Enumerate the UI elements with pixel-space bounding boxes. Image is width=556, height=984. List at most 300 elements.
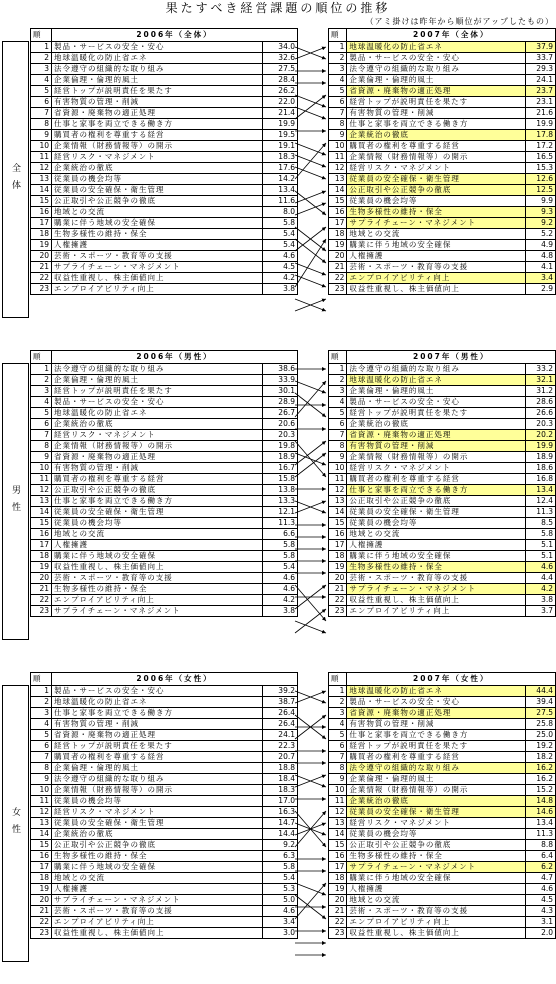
rank-number: 20	[329, 573, 347, 584]
issue-label: 従業員の機会均等	[52, 796, 263, 807]
rank-number: 5	[329, 86, 347, 97]
issue-label: 地域との交流	[52, 529, 263, 540]
table-row	[31, 741, 298, 752]
issue-percentage: 19.8	[263, 441, 298, 452]
issue-label: エンプロイアビリティ向上	[347, 273, 525, 284]
rank-number: 22	[329, 917, 347, 928]
issue-percentage: 13.3	[263, 496, 298, 507]
issue-percentage: 11.3	[525, 829, 555, 840]
issue-label: 地球温暖化の防止省エネ	[347, 375, 525, 386]
rank-number: 8	[31, 763, 52, 774]
issue-label: 公正取引や公正競争の徹底	[52, 840, 263, 851]
issue-label: 製品・サービスの安全・安心	[347, 53, 525, 64]
table-row	[31, 75, 298, 86]
table-row	[329, 97, 556, 108]
rank-number: 12	[329, 807, 347, 818]
issue-label: 購業に伴う地域の安全確保	[347, 551, 525, 562]
rank-number: 10	[31, 463, 52, 474]
table-row	[31, 196, 298, 207]
issue-label: 製品・サービスの安全・安心	[347, 397, 525, 408]
rank-column-header: 順	[31, 351, 52, 364]
rank-number: 1	[31, 686, 52, 697]
rank-change-arrow	[295, 239, 326, 263]
issue-percentage: 8.0	[263, 207, 298, 218]
issue-label: 生物多様性の維持・保全	[52, 851, 263, 862]
issue-percentage: 13.4	[525, 818, 555, 829]
issue-label: 購買者の権利を尊重する経営	[52, 130, 263, 141]
issue-percentage: 5.8	[263, 218, 298, 229]
issue-label: 仕事と家事を両立できる働き方	[52, 496, 263, 507]
issue-percentage: 11.3	[263, 518, 298, 529]
issue-percentage: 14.8	[525, 796, 555, 807]
table-row	[31, 163, 298, 174]
issue-percentage: 6.2	[525, 862, 555, 873]
table-row	[31, 474, 298, 485]
issue-label: 購業に伴う地域の安全確保	[52, 551, 263, 562]
issue-percentage: 13.4	[263, 185, 298, 196]
issue-label: エンプロイアビリティ向上	[52, 284, 263, 295]
table-row	[31, 686, 298, 697]
issue-label: 従業員の機会均等	[52, 174, 263, 185]
issue-percentage: 6.3	[263, 851, 298, 862]
table-row	[329, 86, 556, 97]
table-row	[31, 53, 298, 64]
ranking-table-left-0	[30, 28, 298, 295]
table-row	[31, 207, 298, 218]
table-row	[31, 730, 298, 741]
issue-label: 企業情報（財務情報等）の開示	[52, 141, 263, 152]
rank-number: 17	[329, 218, 347, 229]
rank-number: 7	[329, 430, 347, 441]
issue-label: 企業情報（財務情報等）の開示	[52, 441, 263, 452]
table-row	[329, 551, 556, 562]
ranking-section	[0, 350, 556, 641]
table-row	[31, 262, 298, 273]
issue-label: 従業員の安全確保・衛生管理	[347, 174, 525, 185]
rank-number: 6	[329, 97, 347, 108]
issue-label: 企業情報（財務情報等）の開示	[347, 152, 525, 163]
issue-label: 法令遵守の組織的な取り組み	[52, 364, 263, 375]
issue-percentage: 9.2	[525, 218, 555, 229]
rank-number: 20	[31, 573, 52, 584]
year-column-header: 2007年（男性）	[347, 351, 556, 364]
table-row	[31, 895, 298, 906]
issue-label: 企業統治の徹底	[347, 796, 525, 807]
table-row	[31, 218, 298, 229]
issue-label: 仕事と家事を両立できる働き方	[347, 485, 525, 496]
issue-label: 生物多様性の維持・保全	[52, 584, 263, 595]
issue-percentage: 4.2	[525, 584, 555, 595]
issue-percentage: 16.3	[263, 807, 298, 818]
issue-percentage: 17.6	[263, 163, 298, 174]
issue-label: エンプロイアビリティ向上	[52, 595, 263, 606]
table-row	[329, 463, 556, 474]
table-row	[31, 785, 298, 796]
issue-percentage: 24.1	[525, 75, 555, 86]
issue-label: 地球温暖化の防止省エネ	[52, 408, 263, 419]
rank-number: 23	[329, 928, 347, 939]
issue-percentage: 3.4	[525, 273, 555, 284]
table-row	[31, 97, 298, 108]
issue-percentage: 31.2	[525, 386, 555, 397]
table-row	[31, 108, 298, 119]
issue-label: 経営リスク・マネジメント	[347, 818, 525, 829]
rank-number: 4	[329, 719, 347, 730]
rank-change-arrow	[295, 609, 326, 633]
issue-percentage: 22.0	[263, 97, 298, 108]
issue-percentage: 26.4	[263, 719, 298, 730]
table-row	[31, 884, 298, 895]
table-row	[329, 441, 556, 452]
rank-number: 19	[329, 884, 347, 895]
rank-number: 7	[329, 752, 347, 763]
issue-label: 企業倫理・倫理的風土	[52, 75, 263, 86]
page-title: 果たすべき経営課題の順位の推移	[165, 1, 391, 15]
table-row	[329, 218, 556, 229]
issue-percentage: 9.9	[525, 196, 555, 207]
issue-label: 企業情報（財務情報等）の開示	[347, 452, 525, 463]
issue-percentage: 15.2	[525, 785, 555, 796]
issue-percentage: 14.2	[263, 174, 298, 185]
issue-percentage: 15.3	[525, 163, 555, 174]
rank-number: 8	[329, 763, 347, 774]
issue-percentage: 16.5	[525, 152, 555, 163]
ranking-table-left-1	[30, 350, 298, 617]
group-label: 女性	[10, 806, 20, 841]
table-row	[329, 829, 556, 840]
rank-change-arrow	[295, 381, 326, 417]
rank-number: 7	[31, 430, 52, 441]
ranking-section	[0, 672, 556, 963]
rank-number: 4	[329, 397, 347, 408]
table-row	[31, 174, 298, 185]
rank-number: 16	[329, 529, 347, 540]
issue-percentage: 14.7	[263, 818, 298, 829]
issue-label: エンプロイアビリティ向上	[347, 606, 525, 617]
issue-label: 芸術・スポーツ・教育等の支援	[347, 906, 525, 917]
rank-number: 18	[329, 229, 347, 240]
rank-number: 13	[329, 174, 347, 185]
table-row	[329, 452, 556, 463]
issue-percentage: 19.5	[263, 130, 298, 141]
issue-percentage: 33.7	[525, 53, 555, 64]
issue-percentage: 16.2	[525, 763, 555, 774]
issue-percentage: 6.4	[525, 851, 555, 862]
rank-number: 16	[329, 207, 347, 218]
issue-percentage: 17.8	[525, 130, 555, 141]
issue-percentage: 21.6	[525, 108, 555, 119]
rank-number: 19	[31, 884, 52, 895]
issue-percentage: 5.1	[525, 540, 555, 551]
issue-label: エンプロイアビリティ向上	[347, 917, 525, 928]
issue-label: 購買者の権利を尊重する経営	[52, 474, 263, 485]
rank-change-arrows	[293, 350, 328, 641]
table-row	[329, 75, 556, 86]
issue-label: 法令遵守の組織的な取り組み	[347, 763, 525, 774]
ranking-table-right-1	[328, 350, 556, 617]
issue-label: 購買者の権利を尊重する経営	[347, 474, 525, 485]
rank-number: 9	[329, 774, 347, 785]
table-row	[329, 375, 556, 386]
issue-label: 芸術・スポーツ・教育等の支援	[52, 906, 263, 917]
table-row	[31, 386, 298, 397]
issue-percentage: 3.1	[525, 917, 555, 928]
rank-number: 23	[31, 284, 52, 295]
table-row	[329, 262, 556, 273]
issue-label: 地球温暖化の防止省エネ	[52, 53, 263, 64]
rank-number: 6	[31, 741, 52, 752]
issue-percentage: 22.3	[263, 741, 298, 752]
table-row	[329, 895, 556, 906]
issue-percentage: 26.7	[263, 408, 298, 419]
issue-percentage: 17.0	[263, 796, 298, 807]
rank-number: 3	[31, 708, 52, 719]
rank-number: 22	[31, 273, 52, 284]
issue-percentage: 27.5	[525, 708, 555, 719]
issue-label: サプライチェーン・マネジメント	[347, 862, 525, 873]
rank-number: 3	[329, 64, 347, 75]
ranking-table-left-2	[30, 672, 298, 939]
table-row	[329, 730, 556, 741]
issue-percentage: 4.5	[525, 895, 555, 906]
issue-percentage: 4.5	[263, 262, 298, 273]
table-row	[31, 64, 298, 75]
rank-number: 9	[31, 774, 52, 785]
issue-percentage: 5.4	[263, 240, 298, 251]
rank-change-arrow	[295, 883, 326, 919]
rank-number: 11	[31, 474, 52, 485]
issue-percentage: 20.2	[525, 430, 555, 441]
rank-number: 17	[329, 540, 347, 551]
rank-number: 4	[329, 75, 347, 86]
issue-label: 収益性重視し、株主価値向上	[347, 595, 525, 606]
table-row	[329, 763, 556, 774]
rank-number: 18	[31, 551, 52, 562]
rank-number: 20	[329, 895, 347, 906]
issue-percentage: 33.2	[525, 364, 555, 375]
rank-number: 21	[329, 262, 347, 273]
rank-number: 10	[329, 463, 347, 474]
table-row	[31, 595, 298, 606]
issue-percentage: 20.3	[263, 430, 298, 441]
issue-percentage: 26.6	[525, 408, 555, 419]
issue-percentage: 20.3	[525, 419, 555, 430]
group-label: 全体	[10, 162, 20, 197]
table-row	[329, 185, 556, 196]
issue-percentage: 3.7	[525, 606, 555, 617]
issue-percentage: 26.4	[263, 708, 298, 719]
issue-label: 省資源・廃棄物の適正処理	[52, 730, 263, 741]
table-row	[31, 796, 298, 807]
rank-number: 15	[329, 840, 347, 851]
table-row	[31, 518, 298, 529]
issue-label: 経営トップが説明責任を果たす	[347, 408, 525, 419]
issue-label: 経営トップが説明責任を果たす	[347, 97, 525, 108]
issue-label: 仕事と家事を両立できる働き方	[52, 119, 263, 130]
issue-percentage: 13.8	[263, 485, 298, 496]
table-row	[31, 441, 298, 452]
ranking-section	[0, 28, 556, 319]
issue-label: 有害物質の管理・削減	[52, 463, 263, 474]
rank-number: 3	[329, 708, 347, 719]
rank-number: 14	[31, 507, 52, 518]
rank-number: 15	[329, 518, 347, 529]
table-row	[329, 64, 556, 75]
issue-percentage: 19.2	[525, 741, 555, 752]
issue-percentage: 32.6	[263, 53, 298, 64]
table-row	[31, 485, 298, 496]
rank-number: 5	[31, 408, 52, 419]
issue-label: 購買者の権利を尊重する経営	[347, 752, 525, 763]
issue-label: サプライチェーン・マネジメント	[52, 895, 263, 906]
rank-change-arrow	[295, 203, 326, 215]
rank-number: 10	[329, 785, 347, 796]
rank-number: 9	[31, 130, 52, 141]
table-row	[31, 873, 298, 884]
rank-number: 9	[329, 130, 347, 141]
table-row	[31, 851, 298, 862]
issue-percentage: 5.1	[525, 551, 555, 562]
table-row	[31, 774, 298, 785]
issue-label: 従業員の安全確保・衛生管理	[52, 818, 263, 829]
rank-change-arrow	[295, 191, 326, 203]
issue-percentage: 4.6	[263, 251, 298, 262]
issue-percentage: 19.9	[525, 119, 555, 130]
issue-label: 芸術・スポーツ・教育等の支援	[52, 251, 263, 262]
table-row	[31, 240, 298, 251]
table-row	[329, 507, 556, 518]
issue-percentage: 38.6	[263, 364, 298, 375]
table-row	[329, 562, 556, 573]
issue-percentage: 26.2	[263, 86, 298, 97]
issue-label: 仕事と家事を両立できる働き方	[347, 730, 525, 741]
issue-label: 収益性重視し、株主価値向上	[347, 928, 525, 939]
issue-label: 省資源・廃棄物の適正処理	[347, 708, 525, 719]
issue-percentage: 44.4	[525, 686, 555, 697]
rank-number: 1	[329, 686, 347, 697]
rank-number: 9	[31, 452, 52, 463]
rank-number: 14	[329, 185, 347, 196]
rank-number: 19	[329, 562, 347, 573]
issue-label: 購業に伴う地域の安全確保	[347, 240, 525, 251]
issue-label: サプライチェーン・マネジメント	[347, 218, 525, 229]
rank-number: 23	[329, 284, 347, 295]
issue-label: 企業倫理・倫理的風土	[52, 763, 263, 774]
issue-label: 企業統治の徹底	[347, 130, 525, 141]
table-row	[329, 862, 556, 873]
rank-column-header: 順	[31, 29, 52, 42]
rank-number: 3	[329, 386, 347, 397]
issue-label: 収益性重視し、株主価値向上	[347, 284, 525, 295]
issue-label: 経営トップが説明責任を果たす	[52, 86, 263, 97]
table-row	[329, 141, 556, 152]
issue-label: 経営リスク・マネジメント	[52, 152, 263, 163]
year-column-header: 2007年（全体）	[347, 29, 556, 42]
issue-percentage: 18.6	[525, 463, 555, 474]
rank-number: 8	[31, 119, 52, 130]
table-row	[31, 840, 298, 851]
table-row	[329, 430, 556, 441]
rank-change-arrows	[293, 28, 328, 319]
rank-number: 10	[329, 141, 347, 152]
issue-percentage: 2.9	[525, 284, 555, 295]
issue-label: 人権擁護	[52, 540, 263, 551]
table-row	[31, 229, 298, 240]
issue-label: 企業倫理・倫理的風土	[347, 75, 525, 86]
table-row	[329, 53, 556, 64]
rank-change-arrow	[295, 239, 326, 287]
rank-change-arrow	[295, 263, 326, 275]
table-row	[329, 364, 556, 375]
table-row	[329, 884, 556, 895]
issue-label: 地域との交流	[52, 873, 263, 884]
rank-number: 4	[31, 397, 52, 408]
table-row	[329, 752, 556, 763]
rank-number: 14	[31, 829, 52, 840]
rank-number: 4	[31, 719, 52, 730]
issue-percentage: 4.6	[263, 573, 298, 584]
rank-number: 5	[329, 408, 347, 419]
year-column-header: 2006年（女性）	[52, 673, 298, 686]
issue-percentage: 17.2	[525, 141, 555, 152]
rank-number: 13	[329, 496, 347, 507]
table-row	[329, 818, 556, 829]
issue-label: 地域との交流	[347, 895, 525, 906]
issue-percentage: 39.2	[263, 686, 298, 697]
rank-number: 14	[31, 185, 52, 196]
rank-number: 14	[329, 829, 347, 840]
issue-percentage: 8.8	[525, 840, 555, 851]
issue-label: 経営リスク・マネジメント	[52, 430, 263, 441]
rank-number: 10	[31, 785, 52, 796]
table-row	[31, 719, 298, 730]
issue-percentage: 12.5	[525, 185, 555, 196]
table-row	[329, 785, 556, 796]
issue-percentage: 21.4	[263, 108, 298, 119]
table-row	[31, 606, 298, 617]
issue-percentage: 28.9	[263, 397, 298, 408]
issue-percentage: 27.5	[263, 64, 298, 75]
issue-percentage: 4.3	[525, 906, 555, 917]
rank-change-arrow	[295, 453, 326, 477]
issue-label: 生物多様性の維持・保全	[347, 207, 525, 218]
rank-number: 1	[31, 42, 52, 53]
issue-percentage: 3.0	[263, 928, 298, 939]
issue-percentage: 25.0	[525, 730, 555, 741]
rank-number: 2	[31, 697, 52, 708]
issue-label: 製品・サービスの安全・安心	[347, 697, 525, 708]
table-row	[31, 807, 298, 818]
issue-percentage: 18.8	[263, 763, 298, 774]
rank-number: 14	[329, 507, 347, 518]
issue-percentage: 18.3	[263, 785, 298, 796]
table-row	[329, 408, 556, 419]
issue-percentage: 5.2	[525, 229, 555, 240]
issue-label: 企業情報（財務情報等）の開示	[52, 785, 263, 796]
table-row	[329, 474, 556, 485]
issue-percentage: 16.2	[525, 774, 555, 785]
year-column-header: 2006年（男性）	[52, 351, 298, 364]
issue-label: エンプロイアビリティ向上	[52, 917, 263, 928]
issue-label: 芸術・スポーツ・教育等の支援	[347, 262, 525, 273]
issue-label: 芸術・スポーツ・教育等の支援	[52, 573, 263, 584]
rank-change-arrow	[295, 453, 326, 465]
issue-label: 従業員の機会均等	[347, 518, 525, 529]
rank-number: 16	[329, 851, 347, 862]
rank-number: 18	[329, 551, 347, 562]
issue-label: 公正取引や公正競争の徹底	[52, 196, 263, 207]
rank-number: 1	[329, 364, 347, 375]
